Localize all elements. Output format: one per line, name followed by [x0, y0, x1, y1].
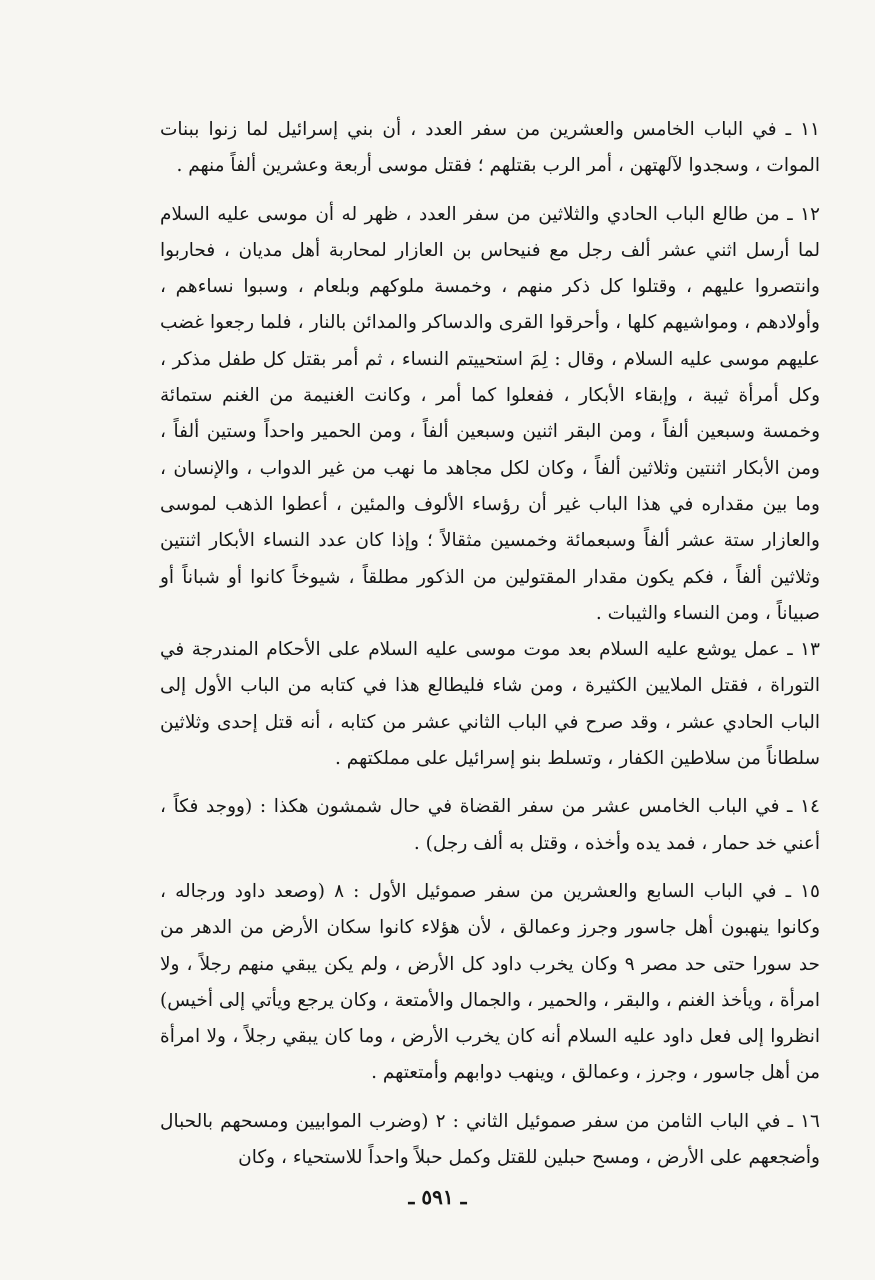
paragraph-15: ١٥ ـ في الباب السابع والعشرين من سفر صموئيل الأول : ٨ (وصعد داود ورجاله ، وكانوا ينهبون أهل جاسور وجرز وعمالق ، لأن هؤلاء كانوا سكان الأرض من الدهر من حد سورا حتى حد مصر ٩ وكان يخرب داود كل الأرض ، ولم يكن يبقي منهم رجلاً ، ولا امرأة ، ويأخذ الغنم ، والبقر ، والحمير ، والجمال والأمتعة ، وكان يرجع ويأتي إلى أخيس) انظروا إلى فعل داود عليه السلام أنه كان يخرب الأرض ، وما كان يبقي رجلاً ، ولا امرأة من أهل جاسور ، وجرز ، وعمالق ، وينهب دوابهم وأمتعتهم . [160, 880, 820, 1084]
page-number: ـ ٥٩١ ـ [408, 1185, 467, 1209]
body-text [160, 112, 820, 1176]
paragraph-11: ١١ ـ في الباب الخامس والعشرين من سفر العدد ، أن بني إسرائيل لما زنوا ببنات الموات ، وسجدوا لآلهتهن ، أمر الرب بقتلهم ؛ فقتل موسى أربعة وعشرين ألفاً منهم . [160, 119, 820, 177]
paragraph-14: ١٤ ـ في الباب الخامس عشر من سفر القضاة في حال شمشون هكذا : (ووجد فكاً ، أعني خد حمار ، فمد يده وأخذه ، وقتل به ألف رجل) . [160, 796, 820, 854]
paragraph-16: ١٦ ـ في الباب الثامن من سفر صموئيل الثاني : ٢ (وضرب الموابيين ومسحهم بالحبال وأضجعهم على الأرض ، ومسح حبلين للقتل وكمل حبلاً واحداً للاستحياء ، وكان [160, 1110, 820, 1169]
paragraph-13: ١٣ ـ عمل يوشع عليه السلام بعد موت موسى عليه السلام على الأحكام المندرجة في التوراة ، فقتل الملايين الكثيرة ، ومن شاء فليطالع هذا في كتابه من الباب الأول إلى الباب الحادي عشر ، وقد صرح في الباب الثاني عشر من كتابه ، أنه قتل إحدى وثلاثين سلطاناً من سلاطين الكفار ، وتسلط بنو إسرائيل على مملكتهم . [160, 639, 820, 770]
paragraph-12: ١٢ ـ من طالع الباب الحادي والثلاثين من سفر العدد ، ظهر له أن موسى عليه السلام لما أرسل اثني عشر ألف رجل مع فنيحاس بن العازار لمحاربة أهل مديان ، فحاربوا وانتصروا عليهم ، وقتلوا كل ذكر منهم ، وخمسة ملوكهم وبلعام ، وسبوا نساءهم ، وأولادهم ، ومواشيهم كلها ، وأحرقوا القرى والدساكر والمدائن بالنار ، فلما رجعوا غضب عليهم موسى عليه السلام ، وقال : لِمَ استحييتم النساء ، ثم أمر بقتل كل طفل مذكر ، وكل أمرأة ثيبة ، وإبقاء الأبكار ، ففعلوا كما أمر ، وكانت الغنيمة من الغنم ستمائة وخمسة وسبعين ألفاً ، ومن البقر اثنين وسبعين ألفاً ، ومن الحمير واحداً وستين ألفاً ، ومن الأبكار اثنتين وثلاثين ألفاً ، وكان لكل مجاهد ما نهب من غير الدواب ، والإنسان ، وما بين مقداره في هذا الباب غير أن رؤساء الألوف والمئين ، أعطوا الذهب لموسى والعازار ستة عشر ألفاً وسبعمائة وخمسين مثقالاً ؛ وإذا كان عدد النساء الأبكار اثنتين وثلاثين ألفاً ، فكم يكون مقدار المقتولين من الذكور مطلقاً ، شيوخاً كانوا أو شباناً أو صبياناً ، ومن النساء والثيبات . [160, 203, 820, 624]
